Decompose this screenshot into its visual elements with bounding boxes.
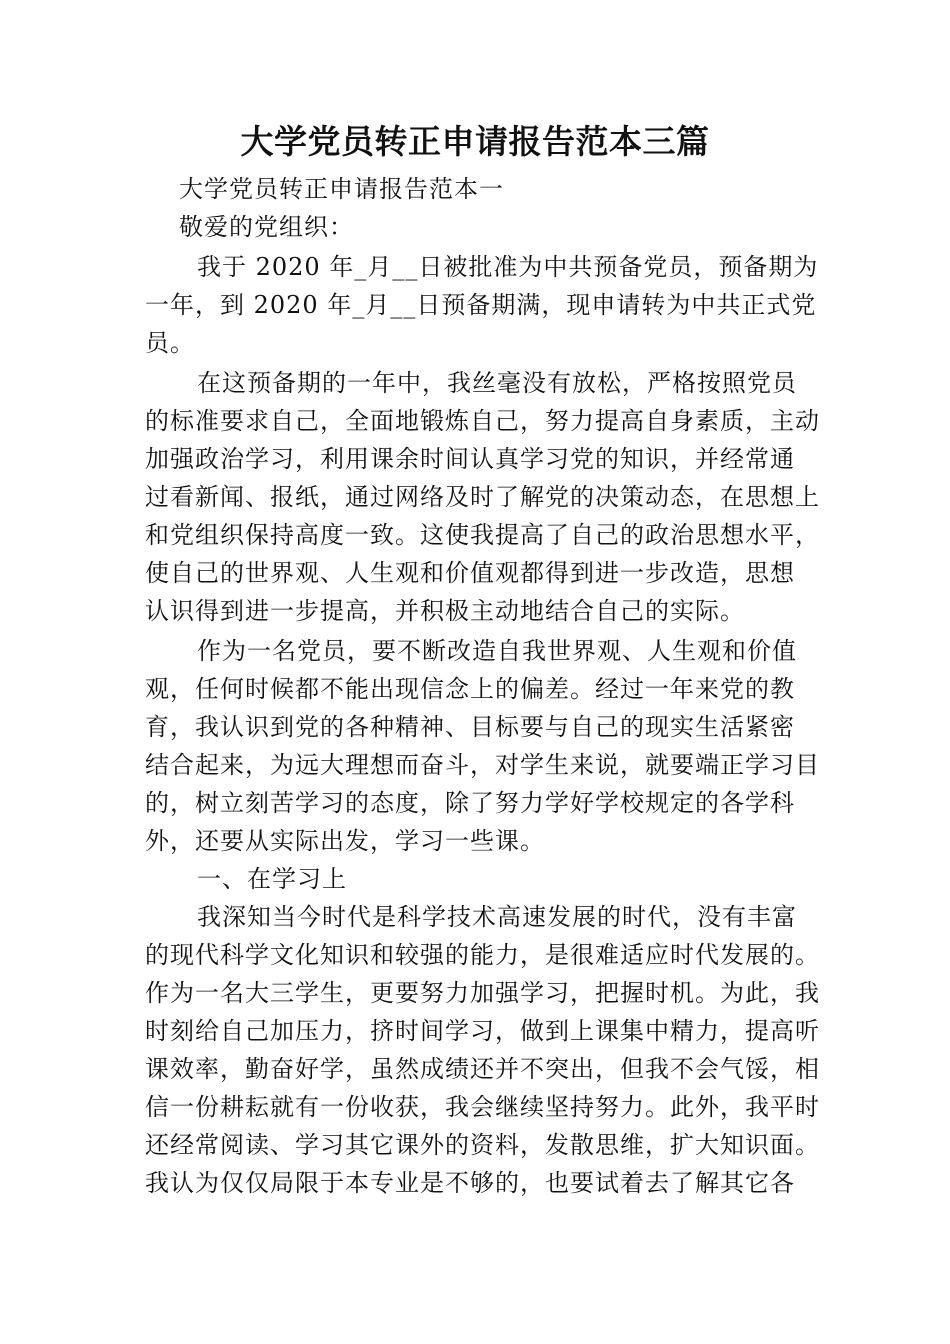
paragraph-line: 课效率，勤奋好学，虽然成绩还并不突出，但我不会气馁，相 <box>145 1055 820 1083</box>
document-subtitle: 大学党员转正申请报告范本一 <box>179 175 504 203</box>
paragraph-line: 外，还要从实际出发，学习一些课。 <box>145 827 545 855</box>
paragraph-2 <box>145 364 820 630</box>
paragraph-line: 我于 2020 年_月__日被批准为中共预备党员，预备期为 <box>197 253 819 281</box>
paragraph-1 <box>145 248 819 362</box>
section-heading: 一、在学习上 <box>197 865 347 893</box>
paragraph-3 <box>145 632 820 860</box>
document-body <box>145 170 820 1202</box>
section-heading-study <box>145 860 805 898</box>
paragraph-line: 员。 <box>145 329 195 357</box>
paragraph-line: 的现代科学文化知识和较强的能力，是很难适应时代发展的。 <box>145 941 820 969</box>
paragraph-line: 时刻给自己加压力，挤时间学习，做到上课集中精力，提高听 <box>145 1017 820 1045</box>
paragraph-4 <box>145 898 820 1202</box>
paragraph-line: 使自己的世界观、人生观和价值观都得到进一步改造，思想 <box>145 559 795 587</box>
paragraph-line: 还经常阅读、学习其它课外的资料，发散思维，扩大知识面。 <box>145 1131 820 1159</box>
paragraph-line: 我深知当今时代是科学技术高速发展的时代，没有丰富 <box>197 903 797 931</box>
paragraph-line: 我认为仅仅局限于本专业是不够的，也要试着去了解其它各 <box>145 1169 795 1197</box>
paragraph-line: 的，树立刻苦学习的态度，除了努力学好学校规定的各学科 <box>145 789 795 817</box>
paragraph-line: 在这预备期的一年中，我丝毫没有放松，严格按照党员 <box>197 369 797 397</box>
paragraph-line: 和党组织保持高度一致。这使我提高了自己的政治思想水平， <box>145 521 820 549</box>
paragraph-line: 加强政治学习，利用课余时间认真学习党的知识，并经常通 <box>145 445 795 473</box>
paragraph-line: 认识得到进一步提高，并积极主动地结合自己的实际。 <box>145 597 745 625</box>
paragraph-line: 育，我认识到党的各种精神、目标要与自己的现实生活紧密 <box>145 713 795 741</box>
paragraph-line: 过看新闻、报纸，通过网络及时了解党的决策动态，在思想上 <box>145 483 820 511</box>
paragraph-line: 作为一名党员，要不断改造自我世界观、人生观和价值 <box>197 637 797 665</box>
salutation: 敬爱的党组织： <box>179 213 354 241</box>
paragraph-line: 观，任何时候都不能出现信念上的偏差。经过一年来党的教 <box>145 675 795 703</box>
paragraph-line: 的标准要求自己，全面地锻炼自己，努力提高自身素质，主动 <box>145 407 820 435</box>
paragraph-line: 结合起来，为远大理想而奋斗，对学生来说，就要端正学习目 <box>145 751 820 779</box>
document-title: 大学党员转正申请报告范本三篇 <box>240 122 710 161</box>
paragraph-line: 信一份耕耘就有一份收获，我会继续坚持努力。此外，我平时 <box>145 1093 820 1121</box>
paragraph-line: 作为一名大三学生，更要努力加强学习，把握时机。为此，我 <box>145 979 820 1007</box>
paragraph-line: 一年，到 2020 年_月__日预备期满，现申请转为中共正式党 <box>145 291 817 319</box>
